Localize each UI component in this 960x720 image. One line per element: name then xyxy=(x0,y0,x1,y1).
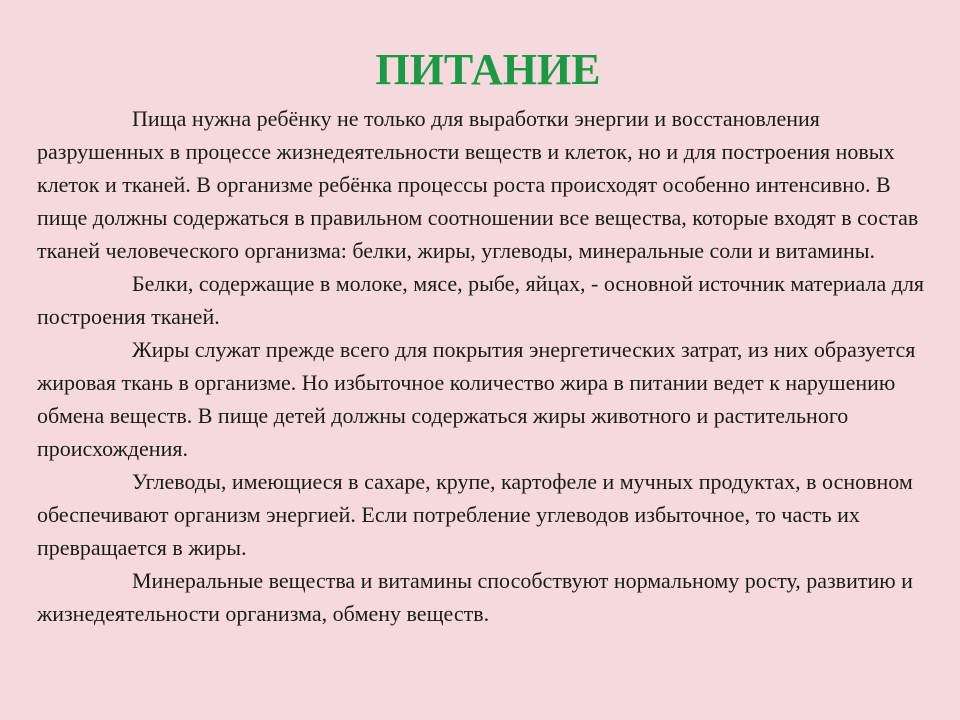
slide-body xyxy=(37,102,927,630)
paragraph-fats: Жиры служат прежде всего для покрытия энергетических затрат, из них образуется жировая ткань в организме. Но избыточное количество жира в питании ведет к нарушению обмена веществ. В пище детей должны содержаться жиры животного и растительного происхождения. xyxy=(37,337,916,461)
paragraph-carbohydrates: Углеводы, имеющиеся в сахаре, крупе, картофеле и мучных продуктах, в основном обеспечивают организм энергией. Если потребление углеводов избыточное, то часть их превращается в жиры. xyxy=(37,469,913,560)
paragraph-proteins: Белки, содержащие в молоке, мясе, рыбе, яйцах, - основной источник материала для построения тканей. xyxy=(37,271,925,329)
paragraph-intro: Пища нужна ребёнку не только для выработки энергии и восстановления разрушенных в процессе жизнедеятельности веществ и клеток, но и для построения новых клеток и тканей. В организме ребёнка процессы роста происходят особенно интенсивно. В пище должны содержаться в правильном соотношении все вещества, которые входят в состав тканей человеческого организма: белки, жиры, углеводы, минеральные соли и витамины. xyxy=(37,106,919,263)
slide-title: ПИТАНИЕ xyxy=(375,45,601,94)
paragraph-minerals-vitamins: Минеральные вещества и витамины способствуют нормальному росту, развитию и жизнедеятельности организма, обмену веществ. xyxy=(37,568,913,626)
